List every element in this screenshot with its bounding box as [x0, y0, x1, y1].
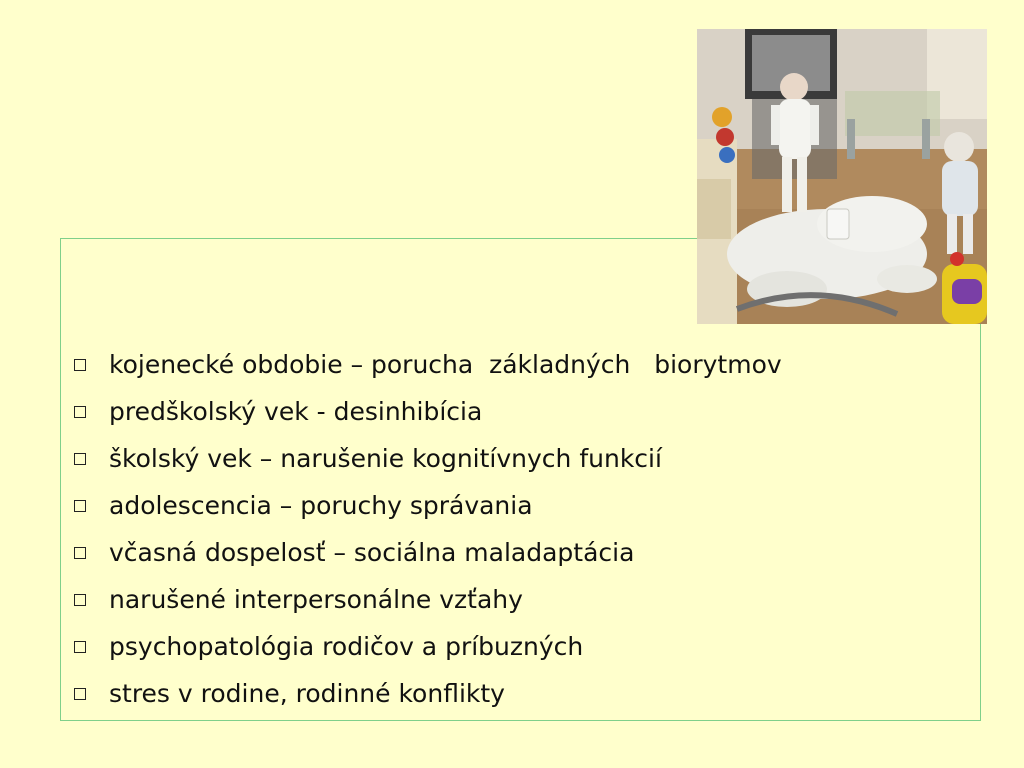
bullet-list — [71, 341, 782, 717]
photo-children-messy-room-icon — [697, 29, 987, 324]
square-bullet-icon — [74, 688, 86, 700]
square-bullet-icon — [74, 406, 86, 418]
square-bullet-icon — [74, 453, 86, 465]
square-bullet-icon — [74, 594, 86, 606]
list-item — [71, 529, 782, 576]
list-item-text: kojenecké obdobie – porucha základných biorytmov — [109, 350, 782, 379]
list-item — [71, 435, 782, 482]
square-bullet-icon — [74, 641, 86, 653]
list-item-text: psychopatológia rodičov a príbuzných — [109, 632, 584, 661]
list-item — [71, 576, 782, 623]
list-item-text: adolescencia – poruchy správania — [109, 491, 533, 520]
square-bullet-icon — [74, 359, 86, 371]
list-item-text: narušené interpersonálne vzťahy — [109, 585, 523, 614]
list-item — [71, 482, 782, 529]
list-item — [71, 623, 782, 670]
list-item-text: školský vek – narušenie kognitívnych funkcií — [109, 444, 662, 473]
list-item — [71, 388, 782, 435]
square-bullet-icon — [74, 500, 86, 512]
list-item — [71, 670, 782, 717]
photo-illustration — [697, 29, 987, 324]
list-item-text: stres v rodine, rodinné konflikty — [109, 679, 505, 708]
list-item-text: predškolský vek - desinhibícia — [109, 397, 483, 426]
square-bullet-icon — [74, 547, 86, 559]
list-item — [71, 341, 782, 388]
list-item-text: včasná dospelosť – sociálna maladaptácia — [109, 538, 635, 567]
